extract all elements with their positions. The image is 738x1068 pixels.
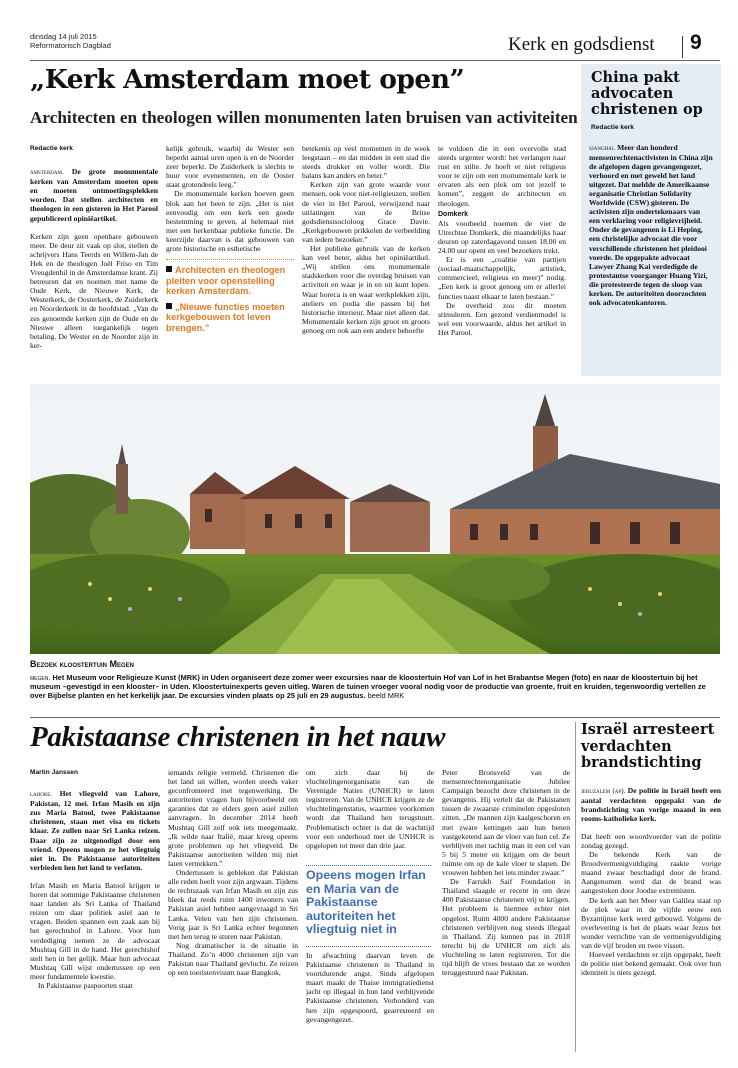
article2-paragraph: Peter Bronsveld van de mensenrechtenorganisatie Jubilee Campaign bezocht deze christenen in de gevangenis. Hij vertelt dat de Pakistanen tussen de zwaarste criminelen opgesloten zitten. „De mannen zijn kaalgeschoren en met zware kettingen aan hun benen vastgeketend aan de vloer van hun cel. Ze verblijven met tachtig man in een cel van 5 bij 5 meter en krijgen om de beurt ruimte om op de kale vloer te slapen. De vrouwen hebben het iets minder zwaar.” — [442, 768, 570, 878]
article2-paragraph: De Farrukh Saif Foundation in Thailand slaagde er recent in om deze 400 Pakistaanse christenen vrij te krijgen. Het probleem is hiermee echter niet opgelost. Ruim 4000 andere Pakistaanse christenen verblijven nog steeds illegaal in Thailand. Zij kunnen pas in 2018 terecht bij de UNHCR om zich als vluchteling te laten registreren. Tot die tijd blijft de vrees bestaan dat ze worden teruggestuurd naar Pakistan. — [442, 877, 570, 978]
pullquote-rule — [306, 946, 431, 947]
article2-column-1 — [30, 768, 160, 1060]
sidebar-byline: Redactie kerk — [591, 124, 634, 131]
caption-dateline: megen. — [30, 673, 51, 682]
article1-column-4 — [438, 144, 566, 374]
article1-paragraph: Kerken zijn geen openbare gebouwen meer. De deur zit vaak op slot, stellen de schrijvers Hans Teerds en Willem-Jan de Hek en de theologen Joël Friso en Tim Vreugdenhil in de Amsterdamse krant. Zij betreuren dat en noemen met name de Oude Kerk, de Nieuwe Kerk, de Westerkerk, de Oosterkerk, de Zuiderkerk en Noorderkerk in de hoofdstad. „Van de zes genoemde kerken zijn de Oude en de Nieuwe alleen toegankelijk tegen betaling. De Wester en de Noorder zijn in ker- — [30, 231, 158, 350]
article1-dateline: amsterdam. — [30, 168, 64, 177]
section-title: Kerk en godsdienst — [508, 34, 655, 55]
sidebar2-paragraph: De kerk aan het Meer van Galilea staat op de plek waar in de vijfde eeuw een Byzantijnse kerk werd gebouwd. Volgens de overlevering is het de plaats waar Jezus het wonder verrichtte van de vermenigvuldiging van de vijf broden en twee vissen. — [581, 895, 721, 950]
newspaper-name: Reformatorisch Dagblad — [30, 41, 111, 50]
article1-byline: Redactie kerk — [30, 145, 73, 152]
article2-headline: Pakistaanse christenen in het nauw — [30, 721, 446, 753]
article1-paragraph: Als voorbeeld noemen de vier de Utrechtse Domkerk, die maandelijks haar deuren op zaterdagavond tussen 18.00 en 24.00 uur opent en veel bezoekers trekt. — [438, 218, 566, 256]
sidebar-china-article — [581, 64, 721, 376]
article2-paragraph: In afwachting daarvan leven de Pakistaanse christenen in Thailand in voortdurende angst. Sinds afgelopen maart maakt de Thaise immigratiedienst jacht op illegaal in hun land verblijvende Pakistaanse christenen. Verhonderd van hen zijn opgespoord, gearresteerd en gevangengezet. — [306, 951, 434, 1024]
section-rule — [30, 717, 720, 718]
photo-credit: beeld MRK — [367, 691, 405, 701]
article2-paragraph: om zich daar bij de vluchtelingenorganisatie van de Verenigde Naties (UNHCR) te laten registreren. Van de UNHCR krijgen ze de vluchtelingenstatus, waarmee voorkomen wordt dat Thailand hen terugstuurt. Problematisch echter is dat de wachttijd voor een onderhoud met de UNHCR is opgelopen tot meer dan drie jaar. — [306, 768, 434, 850]
article2-pullquote: Opeens mogen Irfan en Maria van de Pakistaanse autoriteiten het vliegtuig niet in — [306, 868, 426, 937]
article2-paragraph: Ondertussen is gebleken dat Pakistan alle reden heeft voor zijn argwaan. Tijdens de rechtszaak van Irfan Masih en zijn zus bleek dat reeds ruim 1400 inwoners van Pakistan asiel hebben aangevraagd in Sri Lanka. Velen van hen zijn christenen. Vorig jaar is Sri Lanka echter begonnen met hen terug te sturen naar Pakistan. — [168, 868, 298, 941]
main-subheadline: Architecten en theologen willen monumenten laten bruisen van activiteiten — [30, 108, 578, 127]
article1-paragraph: De monumentale kerken hoeven geen blok aan het been te zijn. „Het is niet eenvoudig om een kerk een goede bestemming te geven, al helemaal niet met een herkenbaar publieke functie. De keerzijde daarvan is dat gebouwen van grote historische en esthetische — [166, 189, 294, 254]
article2-dateline: lahore. — [30, 790, 53, 799]
pullquote-rule — [306, 865, 431, 866]
article1-subhead: Domkerk — [438, 210, 468, 218]
sidebar2-paragraph: Hoeveel verdachten er zijn opgepakt, heeft de politie niet bekend gemaakt. Ook over hun identiteit is niets gezegd. — [581, 950, 721, 978]
article2-paragraph: iemands religie vermeld. Christenen die het land uit willen, worden steeds vaker geconfronteerd met tegenwerking. De autoriteiten vragen hun bijvoorbeeld om garanties dat ze elders geen asiel zullen aanvragen. In december 2014 heeft Mushtaq Gill zelf ook iets meegemaakt. „Ik wilde naar Italië, maar kreeg opeens grote problemen op het vliegveld. De Pakistaanse autoriteiten wilden mij niet laten vertrekken.” — [168, 768, 298, 868]
sidebar2-title: Israël arresteert verdachten brandstichting — [581, 721, 715, 771]
sidebar-body — [589, 143, 713, 307]
article1-paragraph: Het publieke gebruik van de kerken kan veel beter, aldus het opiniëartikel. „Wij stellen ons monumentale stadskerken voor die overdag bruisen van activiteit en waar je in en uit kunt lopen. Waar horeca is en waar werkplekken zijn, ateliers en podia die passen bij het historische interieur. Maar niet alleen dat. Monumentale kerken zijn groot en groots genoeg om ook aan een andere behoefte — [302, 244, 430, 335]
photo-caption-title: Bezoek kloostertuin Megen — [30, 659, 135, 669]
sidebar2-lead: De politie in Israël heeft een aantal verdachten opgepakt van de brandstichting van vorige maand in een rooms-katholieke kerk. — [581, 785, 722, 823]
photo-monastery-garden — [30, 384, 720, 654]
article2-paragraph: In Pakistaanse paspoorten staat — [38, 980, 133, 990]
article1-column-1 — [30, 144, 158, 374]
bullet-icon — [166, 303, 172, 309]
article1-pullquotes — [166, 259, 294, 333]
article2-column-2 — [168, 768, 298, 1060]
article1-paragraph: De overheid zou dit moeten stimuleren. Een gezond verdienmodel is wel een voorwaarde, aldus het artikel in Het Parool. — [438, 300, 566, 337]
main-headline: „Kerk Amsterdam moet open” — [30, 64, 465, 95]
column-separator — [575, 722, 576, 1052]
article2-column-3-bottom — [306, 951, 434, 1059]
article2-byline: Martin Janssen — [30, 769, 79, 776]
header-divider — [682, 36, 683, 58]
article1-paragraph: Er is een „coalitie van partijen (sociaal-maatschappelijk, artistiek, commercieel, religieus en meer)” nodig. „Een kerk is groot genoeg om er allerlei functies naast elkaar te laten bestaan.” — [438, 255, 566, 301]
caption-body: Het Museum voor Religieuze Kunst (MRK) in Uden organiseert deze zomer weer excursies naar de kloostertuin Hof van Lof in het Brabantse Megen (foto) en naar de kloostertuin bij het museum –gevestigd in een klooster– in Uden. Kloostertuinexperts geven uitleg. Waren de tuinen vroeger vooral nodig voor de productie van groente, fruit en kruiden, tegenwoordig vertellen ze over Bijbelse planten en het kerkelijk jaar. De excursies vinden plaats op 25 juli en 29 augustus. — [30, 673, 706, 701]
article2-column-3-top — [306, 768, 434, 862]
page-number: 9 — [690, 31, 702, 54]
garden-illustration — [30, 384, 720, 654]
article1-lead: De grote monumentale kerken van Amsterdam moeten open en moeten ontmoetingsplekken worden. Dat stellen architecten en theologen in een gisteren in Het Parool gepubliceerd opiniëartikel. — [30, 167, 158, 223]
pullquote-item: „Nieuwe functies moeten kerkgebouwen tot leven brengen.” — [166, 301, 285, 333]
sidebar-title: China pakt advocaten christenen op — [591, 69, 703, 118]
photo-caption — [30, 673, 720, 701]
bullet-icon — [166, 266, 172, 272]
sidebar-israel-article — [581, 722, 721, 977]
article1-column-2 — [166, 144, 294, 374]
article1-paragraph: Kerken zijn van grote waarde voor mensen, ook voor niet-religieuzen, stellen de vier in Het Parool, verwijzend naar uitlatingen van de Britse godsdienstsocioloog Grace Davie. „Kerkgebouwen prikkelen de verbeelding van iedere bezoeker.” — [302, 180, 430, 244]
article2-paragraph: Irfan Masih en Maria Batool krijgen te horen dat sommige Pakistaanse christenen naar landen als Sri Lanka of Thailand reizen om daar politiek asiel aan te vragen. Beiden spannen een zaak aan bij het gerechtshof in Lahore. Voor hun verdediging nemen ze de advocaat Mushtaq Gill in de hand. Het gerechtshof stelt hen in het gelijk. Maar hun advocaat Mushtaq Gill wijst ondertussen op een meer fundamentele kwestie. — [30, 880, 160, 981]
article2-lead: Het vliegveld van Lahore, Pakistan, 12 mei. Irfan Masih en zijn zus Maria Batool, twee Pakistaanse christenen, staan met visa en tickets klaar. Ze zullen naar Sri Lanka reizen. Daar zijn ze uitgenodigd door een vriend. Opeens mogen ze het vliegtuig niet in. De Pakistaanse autoriteiten verbieden hen het land te verlaten. — [30, 789, 160, 872]
article2-paragraph: Nog dramatischer is de situatie in Thailand. Zo’n 4000 christenen zijn van Pakistan naar Thailand gevlucht. Ze reizen op een toeristenvisum naar Bangkok, — [168, 940, 298, 978]
article2-column-4 — [442, 768, 570, 1060]
page-header-meta — [30, 32, 111, 50]
sidebar2-paragraph: De bekende Kerk van de Broodvermenigvuldiging raakte vorige maand zwaar beschadigd door de brand. Aangenomen werd dat de brand was aangestoken door Joodse extremisten. — [581, 850, 721, 896]
article1-paragraph: betekenis op veel momenten in de week leegstaan – en dat midden in een stad die steeds drukker en voller wordt. Die balans kan anders en beter.” — [302, 144, 430, 181]
pullquote-item: Architecten en theologen pleiten voor openstelling kerken Amsterdam. — [166, 265, 286, 297]
header-rule — [30, 60, 720, 61]
article1-column-3 — [302, 144, 430, 374]
sidebar-dateline: sjanghai. — [589, 144, 616, 152]
sidebar2-dateline: jeruzalem (ap). — [581, 786, 626, 795]
sidebar-text: Meer dan honderd mensenrechtenactivisten in China zijn de afgelopen dagen gevangengezet, verhoord en met geweld het land uitgezet. Dat meldde de Amerikaanse organisatie Christian Solidarity Worldwide (CSW) gisteren. De activisten zijn ondertekenaars van een verklaring voor religievrijheid. Onder de gevangenen is Li Heping, een christelijke advocaat die voor verschillende christenen het pleidooi voerde. De opgepakte advocaat Lawyer Zhang Kai verdedigde de protestantse voorganger Huang Yizi, die protesteerde tegen de sloop van kerken. De autoriteiten doorzochten ook advocatenkantoren. — [589, 143, 713, 307]
issue-date: dinsdag 14 juli 2015 — [30, 32, 97, 41]
article1-paragraph: te voldoen die in een overvolle stad steeds urgenter wordt: het verlangen naar rust en stilte. Je hoeft er niet religieus voor te zijn om een monumentale kerk te ervaren als een plek om tot jezelf te komen”, zeggen de architecten en theologen. — [438, 144, 566, 208]
article1-paragraph: kelijk gebruik, waarbij de Wester een beperkt aantal uren open is en de Noorder zeer beperkt. De Zuiderkerk is slechts te huur voor evenementen, en de Ooster staat grotendeels leeg.” — [166, 144, 294, 190]
sidebar2-body — [581, 786, 721, 978]
sidebar2-paragraph: Dat heeft een woordvoerder van de politie zondag gezegd. — [581, 831, 721, 850]
